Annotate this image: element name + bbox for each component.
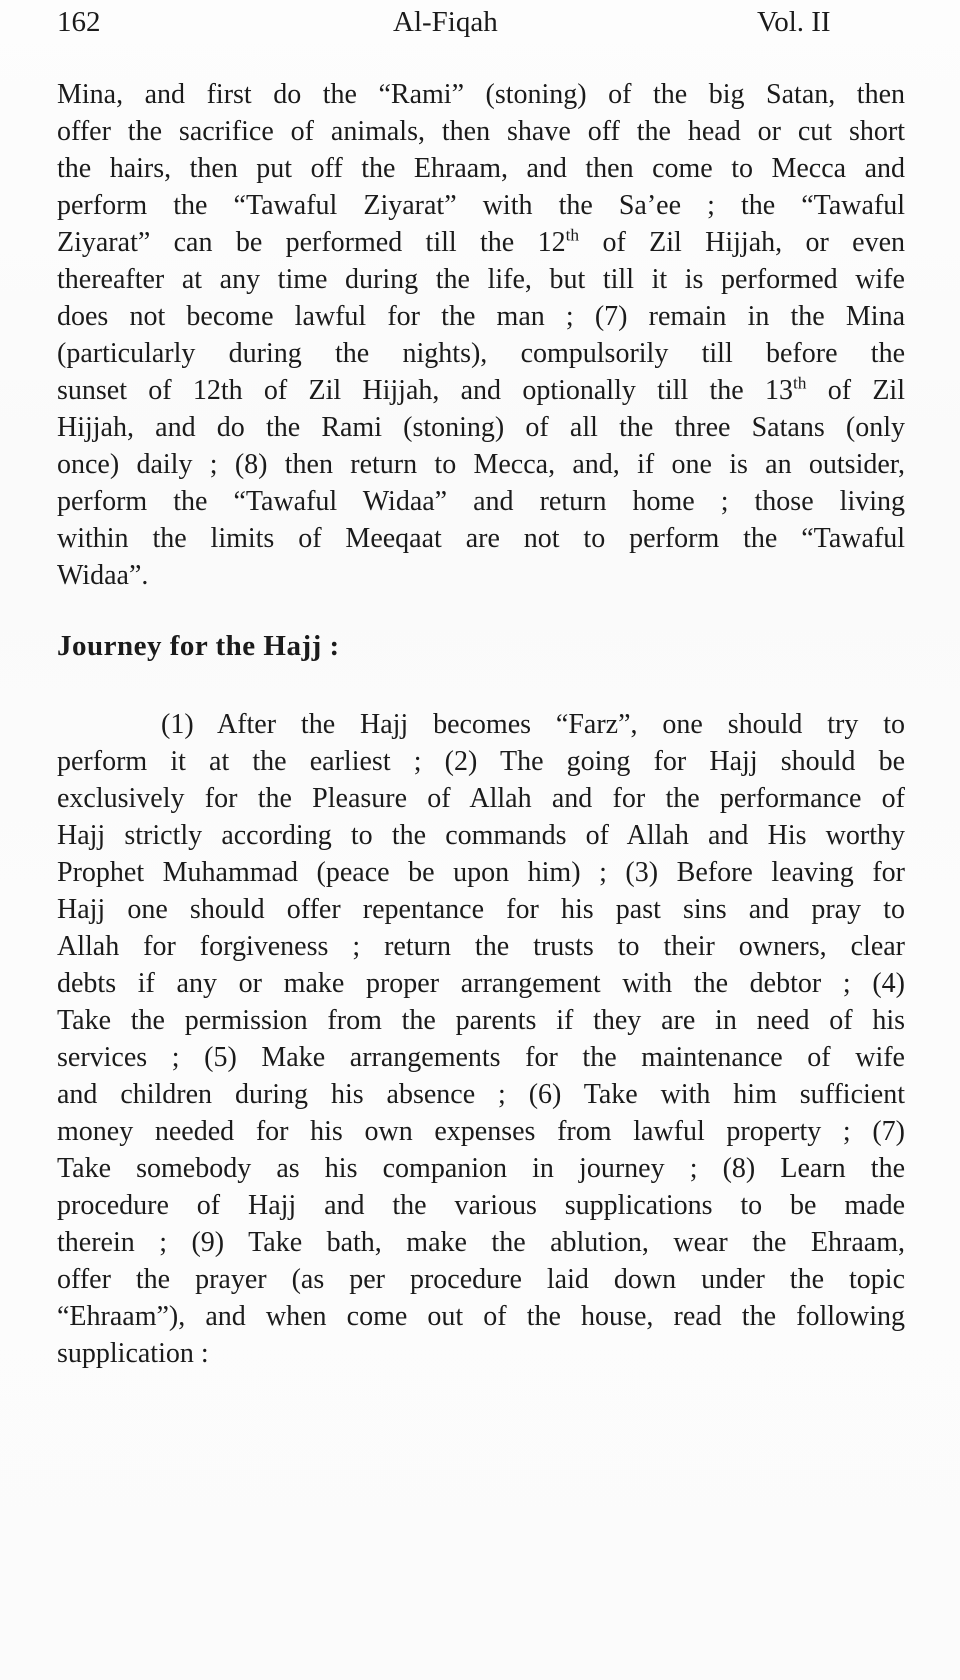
text-line: Take somebody as his companion in journey ; (8) Learn the [57,1153,905,1184]
text-line: Hajj one should offer repentance for his past sins and pray to [57,894,905,925]
text-line: Take the permission from the parents if they are in need of his [57,1005,905,1036]
text-line: does not become lawful for the man ; (7) remain in the Mina [57,301,905,332]
section-heading: Journey for the Hajj : [57,630,340,662]
page-header [0,6,960,46]
text-line: services ; (5) Make arrangements for the maintenance of wife [57,1042,905,1073]
paragraph-hajj-steps [57,76,905,594]
volume-label: Vol. II [757,6,831,38]
text-line: Mina, and first do the “Rami” (stoning) of the big Satan, then [57,79,905,110]
superscript-text: th [792,373,807,393]
text-line: perform the “Tawaful Widaa” and return home ; those living [57,486,905,517]
text-line: “Ehraam”), and when come out of the house, read the following [57,1301,905,1332]
text-line: thereafter at any time during the life, but till it is performed wife [57,264,905,295]
text-line: Hajj strictly according to the commands of Allah and His worthy [57,820,905,851]
text-line: offer the sacrifice of animals, then shave off the head or cut short [57,116,905,147]
text-line: perform it at the earliest ; (2) The going for Hajj should be [57,746,905,777]
text-line: once) daily ; (8) then return to Mecca, and, if one is an outsider, [57,449,905,480]
text-line: exclusively for the Pleasure of Allah and for the performance of [57,783,905,814]
text-segment: sunset of 12th of Zil Hijjah, and optionally till the 13 [57,375,793,406]
document-title: Al-Fiqah [393,6,498,38]
paragraph-journey-instructions [57,706,905,1372]
text-line: offer the prayer (as per procedure laid down under the topic [57,1264,905,1295]
text-line: Allah for forgiveness ; return the trusts to their owners, clear [57,931,905,962]
text-line: procedure of Hajj and the various supplications to be made [57,1190,905,1221]
text-line [57,224,905,261]
page-number: 162 [57,6,101,38]
text-line: the hairs, then put off the Ehraam, and then come to Mecca and [57,153,905,184]
text-line: perform the “Tawaful Ziyarat” with the Sa’ee ; the “Tawaful [57,190,905,221]
text-line: therein ; (9) Take bath, make the ablution, wear the Ehraam, [57,1227,905,1258]
text-line: supplication : [57,1338,209,1369]
superscript-text: th [565,225,580,245]
text-line: (particularly during the nights), compulsorily till before the [57,338,905,369]
text-line: and children during his absence ; (6) Take with him sufficient [57,1079,905,1110]
text-line [57,372,905,409]
text-line: within the limits of Meeqaat are not to perform the “Tawaful [57,523,905,554]
text-line: (1) After the Hajj becomes “Farz”, one should try to [161,709,905,740]
text-segment: Ziyarat” can be performed till the 12 [57,227,566,258]
text-line: Prophet Muhammad (peace be upon him) ; (3) Before leaving for [57,857,905,888]
text-line: Hijjah, and do the Rami (stoning) of all the three Satans (only [57,412,905,443]
text-line: Widaa”. [57,560,149,591]
text-line: money needed for his own expenses from lawful property ; (7) [57,1116,905,1147]
text-segment: of Zil Hijjah, or even [579,227,906,258]
text-line: debts if any or make proper arrangement with the debtor ; (4) [57,968,905,999]
text-segment: of Zil [806,375,905,406]
